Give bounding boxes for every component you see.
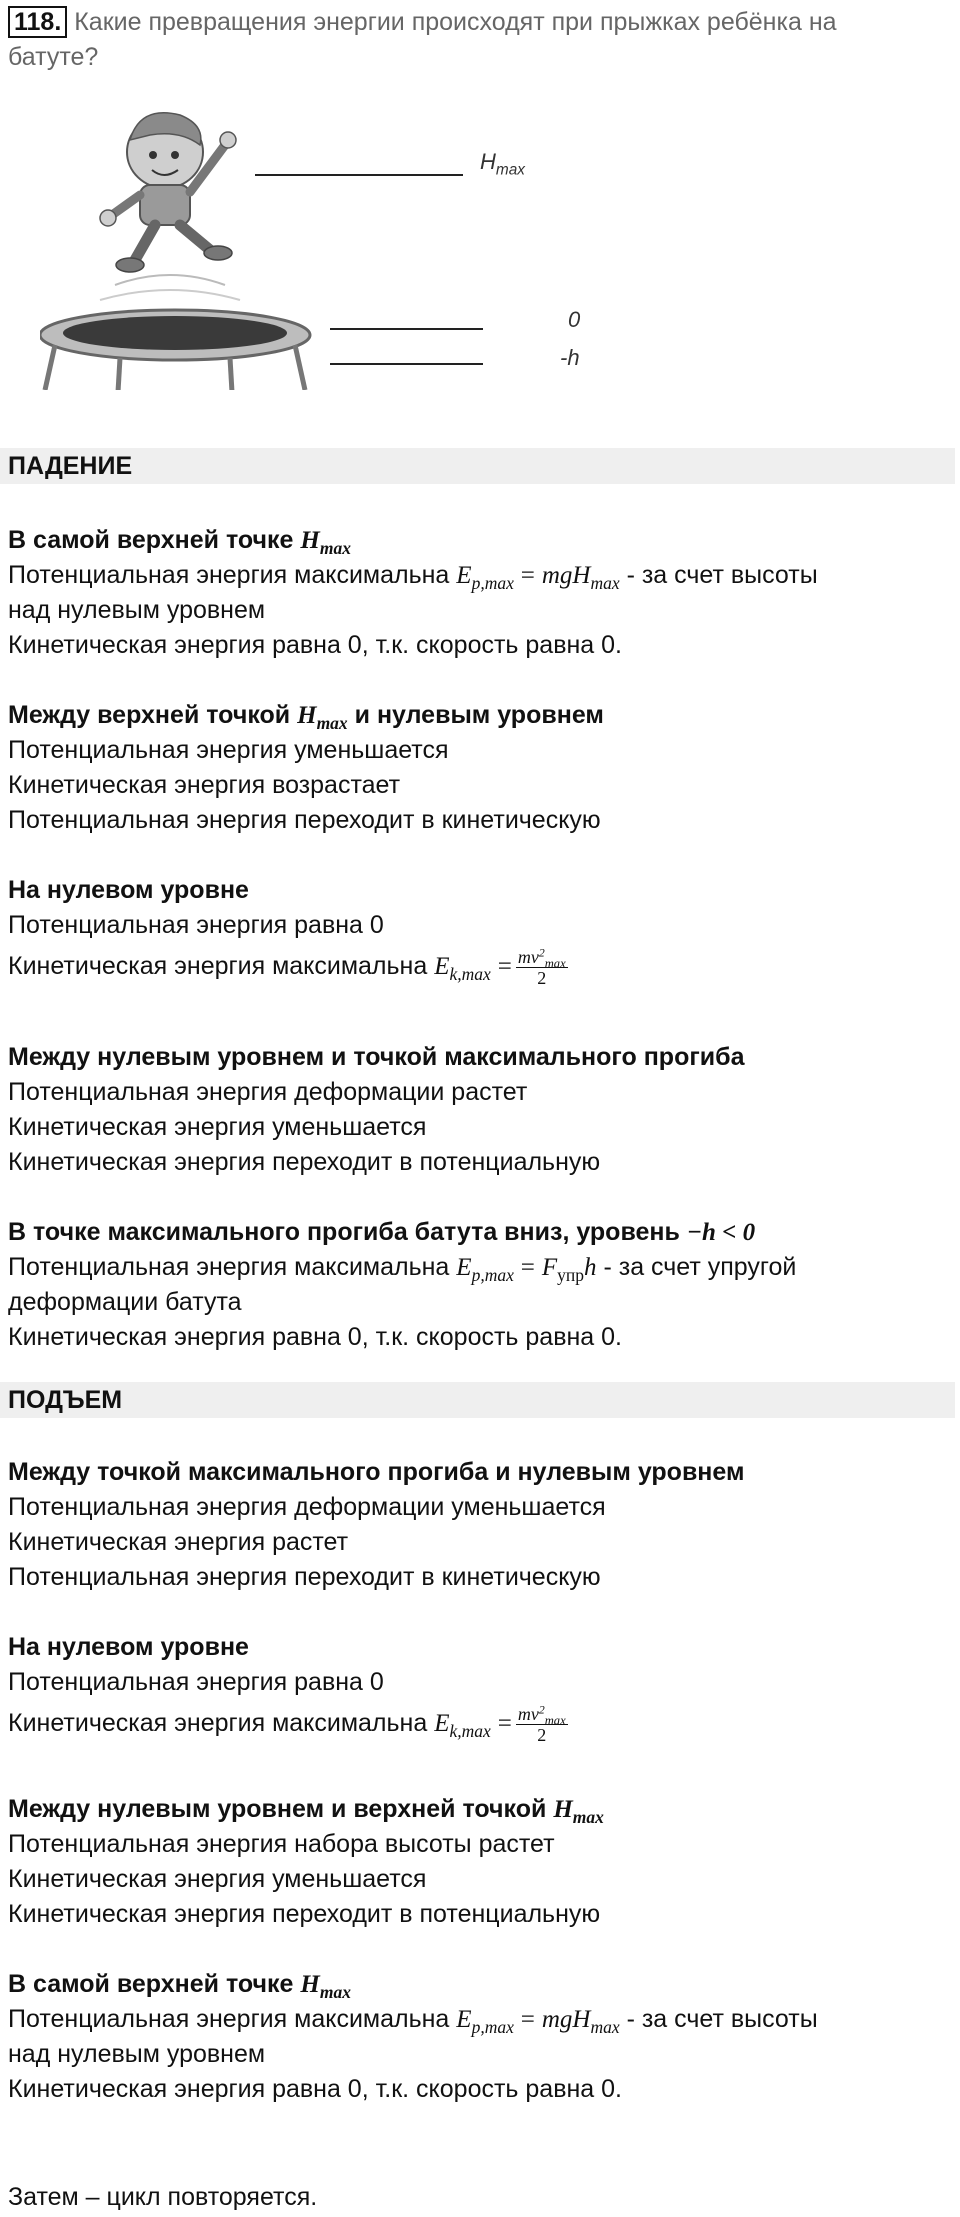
section-rise: ПОДЪЕМ	[0, 1382, 955, 1418]
label-minus-h: -h	[560, 345, 580, 370]
question	[8, 5, 948, 75]
trampoline-figure	[40, 100, 660, 390]
block-top-point-again: В самой верхней точке $H_{max}$ Потенциальная энергия максимальна $E_{p,max} = mgH_{max}$ - за счет высоты над нулевым уровнем Кинетическая энергия равна 0, т.к. скорость равна 0.	[8, 1970, 818, 2103]
block-top-point: В самой верхней точке $H_{max}$ Потенциальная энергия максимальна $E_{p,max} = mgH_{max}$ - за счет высоты над нулевым уровнем Кинетическая энергия равна 0, т.к. скорость равна 0.	[8, 526, 818, 659]
block-zero-level-fall: На нулевом уровне Потенциальная энергия равна 0 Кинетическая энергия максимальна $E_{k,max}$ = $\frac{mv^2_{max}}{2}$	[8, 876, 566, 988]
section-fall: ПАДЕНИЕ	[0, 448, 955, 484]
label-zero: 0	[568, 307, 581, 332]
footer-cycle: Затем – цикл повторяется.	[8, 2183, 318, 2211]
question-text-line1: Какие превращения энергии происходят при прыжках ребёнка на	[74, 8, 837, 36]
block-top-to-zero: Между верхней точкой $H_{max}$ и нулевым уровнем Потенциальная энергия уменьшается Кинетическая энергия возрастает Потенциальная энергия переходит в кинетическую	[8, 701, 604, 834]
block-deflection-to-zero: Между точкой максимального прогиба и нулевым уровнем Потенциальная энергия деформации уменьшается Кинетическая энергия растет Потенциальная энергия переходит в кинетическую	[8, 1458, 745, 1591]
block-zero-level-rise: На нулевом уровне Потенциальная энергия равна 0 Кинетическая энергия максимальна $E_{k,max}$ = $\frac{mv^2_{max}}{2}$	[8, 1633, 566, 1745]
trampoline-icon	[40, 310, 310, 390]
level-line-hmax	[255, 174, 463, 176]
block-max-deflection: В точке максимального прогиба батута вниз, уровень −h < 0 Потенциальная энергия максимальна $E_{p,max} = F_{упр}h$ - за счет упругой деформации батута Кинетическая энергия равна 0, т.к. скорость равна 0.	[8, 1218, 797, 1351]
question-number: 118.	[8, 6, 67, 38]
question-text-line2: батуте?	[8, 43, 99, 71]
block-zero-to-top: Между нулевым уровнем и верхней точкой $H_{max}$ Потенциальная энергия набора высоты растет Кинетическая энергия уменьшается Кинетическая энергия переходит в потенциальную	[8, 1795, 604, 1928]
jumping-child-icon	[100, 113, 236, 272]
level-line-zero	[330, 328, 483, 330]
level-line-minus-h	[330, 363, 483, 365]
label-hmax: $H_{max}$	[480, 149, 525, 179]
block-zero-to-deflection: Между нулевым уровнем и точкой максимального прогиба Потенциальная энергия деформации растет Кинетическая энергия уменьшается Кинетическая энергия переходит в потенциальную	[8, 1043, 745, 1176]
